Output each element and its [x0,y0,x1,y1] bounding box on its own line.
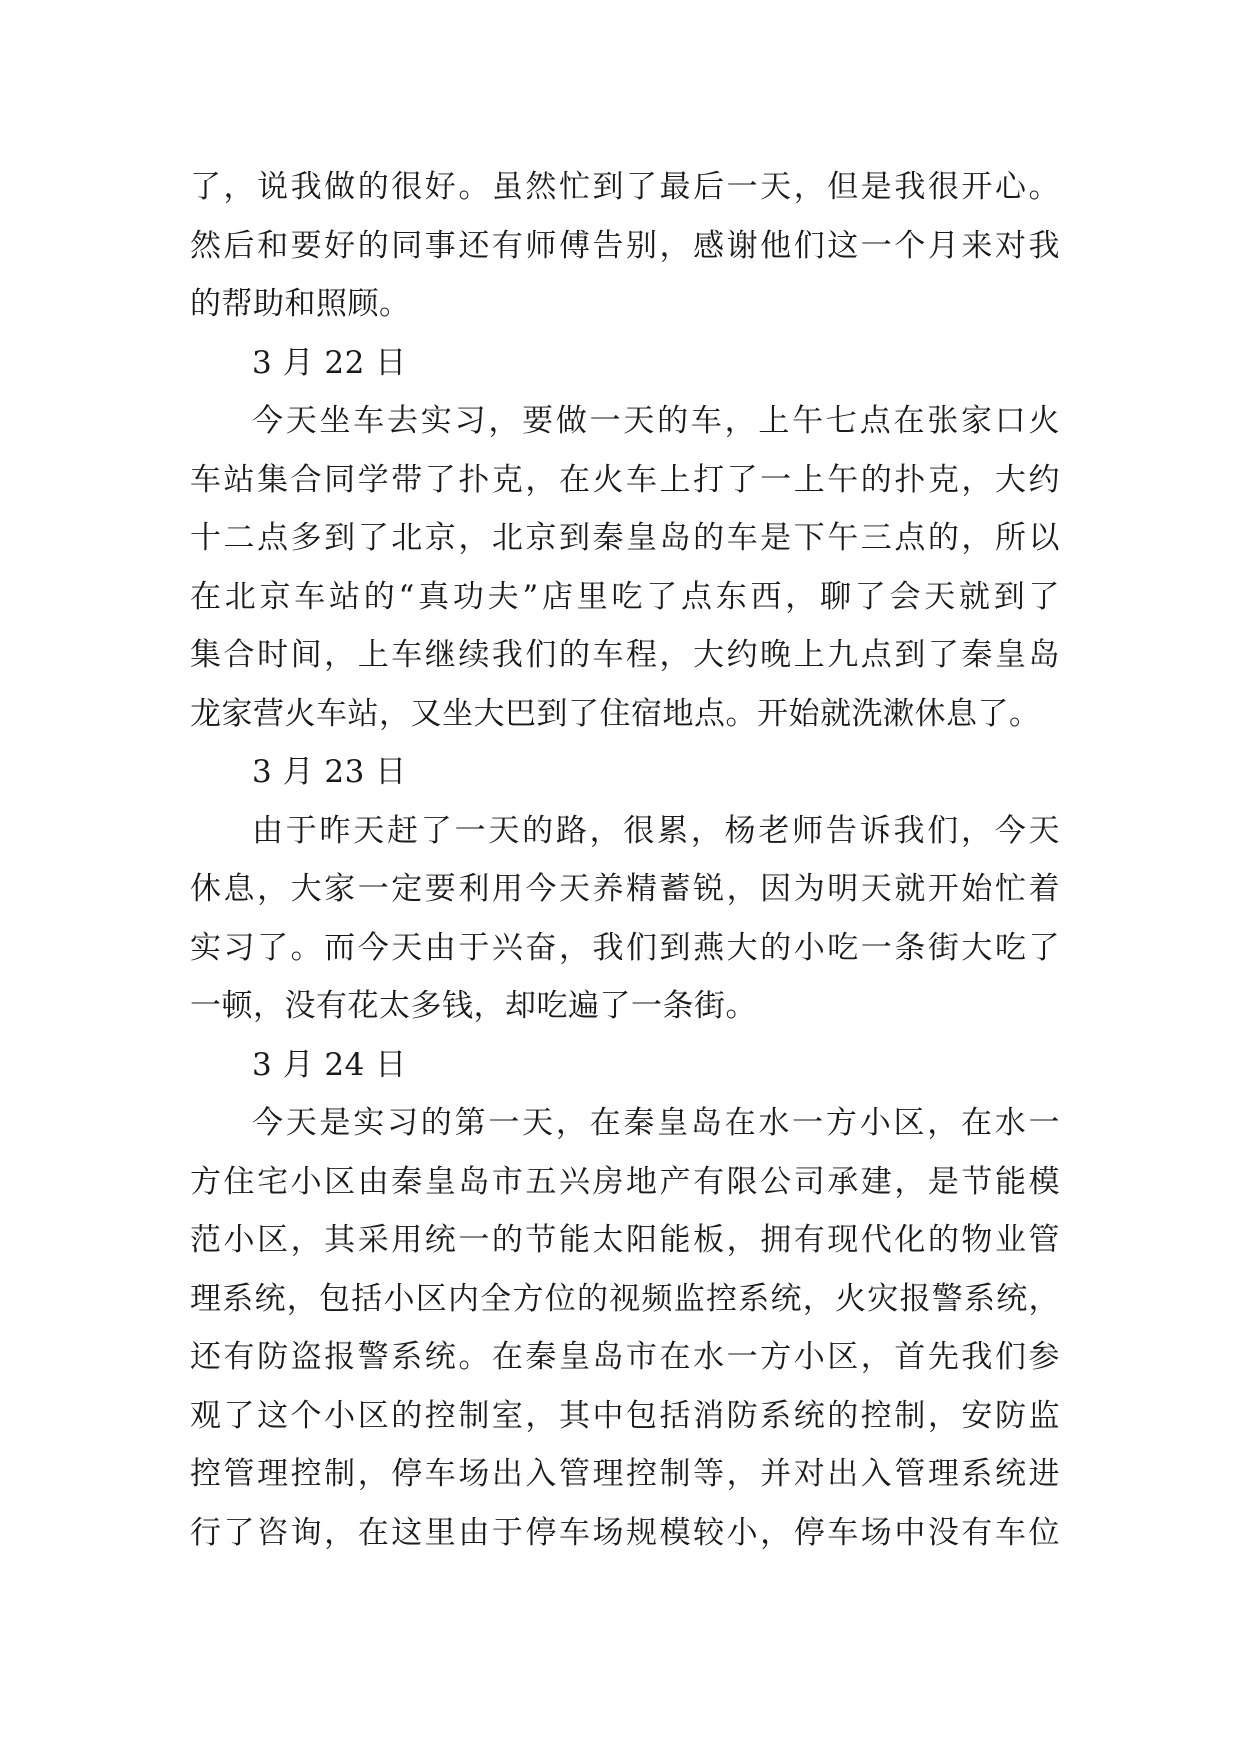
text-line: 在北京车站的“真功夫”店里吃了点东西，聊了会天就到了 [190,578,1060,615]
paragraph [190,158,1060,334]
diary-date-heading: 3 月 22 日 [252,344,407,381]
text-line: 今天坐车去实习，要做一天的车，上午七点在张家口火 [252,403,1060,439]
text-line: 车站集合同学带了扑克，在火车上打了一上午的扑克，大约 [190,461,1060,498]
text-line: 观了这个小区的控制室，其中包括消防系统的控制，安防监 [190,1397,1060,1434]
text-line: 休息，大家一定要利用今天养精蓄锐，因为明天就开始忙着 [190,871,1060,907]
text-line: 方住宅小区由秦皇岛市五兴房地产有限公司承建，是节能模 [190,1163,1060,1200]
paragraph [190,802,1060,1036]
text-line: 的帮助和照顾。 [190,286,411,322]
paragraph [190,392,1060,743]
document-body [190,158,1060,1562]
text-line: 集合时间，上车继续我们的车程，大约晚上九点到了秦皇岛 [190,637,1060,673]
text-line: 还有防盗报警系统。在秦皇岛市在水一方小区，首先我们参 [190,1339,1060,1375]
text-line: 了，说我做的很好。虽然忙到了最后一天，但是我很开心。 [190,169,1060,205]
text-line: 十二点多到了北京，北京到秦皇岛的车是下午三点的，所以 [190,520,1060,556]
paragraph [190,1094,1060,1562]
text-line: 由于昨天赶了一天的路，很累，杨老师告诉我们，今天 [252,812,1060,849]
text-line: 今天是实习的第一天，在秦皇岛在水一方小区，在水一 [252,1105,1060,1141]
text-line: 实习了。而今天由于兴奋，我们到燕大的小吃一条街大吃了 [190,929,1060,966]
text-line: 一顿，没有花太多钱，却吃遍了一条街。 [190,988,757,1024]
text-line: 理系统，包括小区内全方位的视频监控系统，火灾报警系统， [190,1280,1060,1317]
diary-date-heading: 3 月 23 日 [252,754,407,790]
diary-date-heading: 3 月 24 日 [252,1046,407,1083]
text-line: 范小区，其采用统一的节能太阳能板，拥有现代化的物业管 [190,1222,1060,1258]
text-line: 龙家营火车站，又坐大巴到了住宿地点。开始就洗漱休息了。 [190,695,1041,732]
text-line: 行了咨询，在这里由于停车场规模较小，停车场中没有车位 [190,1514,1060,1551]
text-line: 控管理控制，停车场出入管理控制等，并对出入管理系统进 [190,1456,1060,1492]
text-line: 然后和要好的同事还有师傅告别，感谢他们这一个月来对我 [190,227,1060,264]
